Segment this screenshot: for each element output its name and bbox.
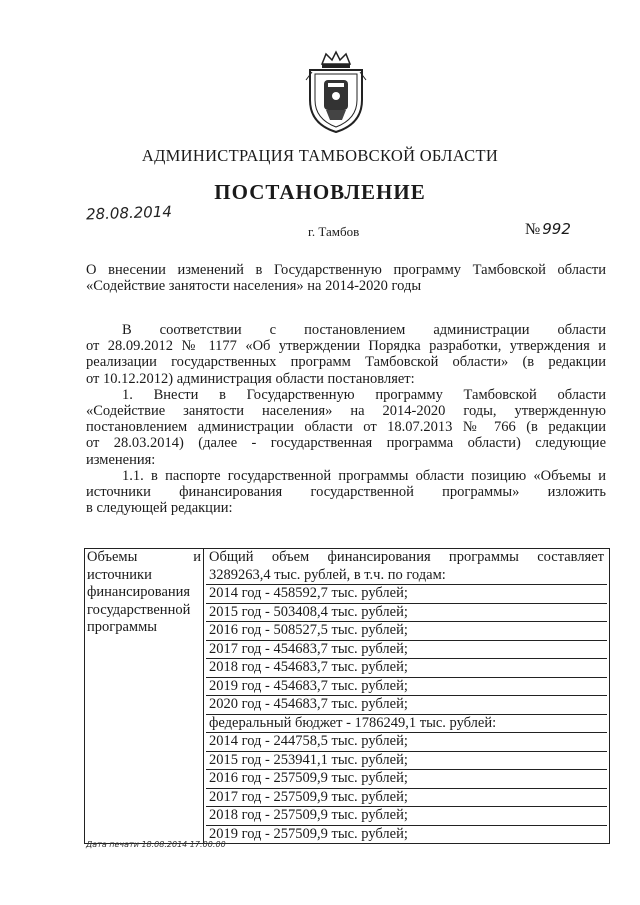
document-body [86, 322, 606, 516]
text-line: 1.1. в паспорте государственной программы области позицию «Объемы и [122, 467, 606, 484]
value-line: 2017 год - 257509,9 тыс. рублей; [206, 789, 607, 808]
city-name: г. Тамбов [308, 224, 360, 239]
text-line: от 10.12.2012) администрация области постановляет: [86, 370, 415, 387]
value-line: 2019 год - 257509,9 тыс. рублей; [209, 825, 408, 842]
text-line: источники финансирования государственной программы» изложить [86, 484, 606, 501]
handwritten-number: 992 [542, 220, 571, 238]
paragraph-2 [86, 387, 606, 468]
text-line: реализации государственных программ Тамбовской области» (в редакции [86, 354, 606, 371]
document-type: ПОСТАНОВЛЕНИЕ [214, 180, 426, 204]
value-line: 2015 год - 253941,1 тыс. рублей; [206, 752, 607, 771]
tambov-coat-of-arms-icon [302, 50, 370, 134]
label-line: Объемы и [87, 549, 201, 565]
table-row [85, 549, 610, 844]
text-line: 1. Внести в Государственную программу Тамбовской области [122, 386, 606, 403]
value-line: Общий объем финансирования программы составляет [209, 549, 604, 565]
subject-line: «Содействие занятости населения» на 2014-2020 годы [86, 278, 422, 294]
value-line: 2014 год - 458592,7 тыс. рублей; [206, 585, 607, 604]
label-line: программы [87, 619, 157, 635]
organization-name: АДМИНИСТРАЦИЯ ТАМБОВСКОЙ ОБЛАСТИ [141, 146, 499, 165]
paragraph-1 [86, 322, 606, 387]
label-line: государственной [87, 601, 191, 618]
number-prefix: № [525, 221, 541, 238]
label-line: финансирования [87, 584, 191, 600]
financing-values-cell [204, 549, 610, 844]
handwritten-date: 28.08.2014 [85, 202, 173, 224]
print-date-footer: Дата печати 18.08.2014 17:00:00 [86, 840, 226, 849]
paragraph-3 [86, 468, 606, 517]
value-line: 2015 год - 503408,4 тыс. рублей; [206, 604, 607, 623]
value-line: 3289263,4 тыс. рублей, в т.ч. по годам: [206, 567, 607, 586]
value-line: федеральный бюджет - 1786249,1 тыс. рублей: [206, 715, 607, 734]
label-line: источники [87, 566, 152, 583]
document-subject [86, 262, 606, 294]
document-number [525, 220, 571, 239]
text-line: в следующей редакции: [86, 500, 233, 517]
financing-label-cell [85, 549, 204, 844]
text-line: от 28.09.2012 № 1177 «Об утверждении Порядка разработки, утверждения и [86, 338, 606, 355]
value-line: 2017 год - 454683,7 тыс. рублей; [206, 641, 607, 660]
value-line: 2018 год - 454683,7 тыс. рублей; [206, 659, 607, 678]
subject-line: О внесении изменений в Государственную программу Тамбовской области [86, 262, 606, 278]
value-line: 2020 год - 454683,7 тыс. рублей; [206, 696, 607, 715]
value-line: 2016 год - 257509,9 тыс. рублей; [206, 770, 607, 789]
value-line: 2018 год - 257509,9 тыс. рублей; [206, 807, 607, 826]
text-line: изменения: [86, 451, 156, 468]
value-line: 2014 год - 244758,5 тыс. рублей; [206, 733, 607, 752]
text-line: постановлением администрации области от 18.07.2013 № 766 (в редакции [86, 419, 606, 436]
text-line: В соответствии с постановлением администрации области [122, 322, 606, 338]
text-line: «Содействие занятости населения» на 2014-2020 годы, утвержденную [86, 403, 606, 420]
value-line: 2019 год - 454683,7 тыс. рублей; [206, 678, 607, 697]
financing-table [84, 548, 610, 844]
value-line: 2016 год - 508527,5 тыс. рублей; [206, 622, 607, 641]
text-line: от 28.03.2014) (далее - государственная программа области) следующие [86, 435, 606, 452]
